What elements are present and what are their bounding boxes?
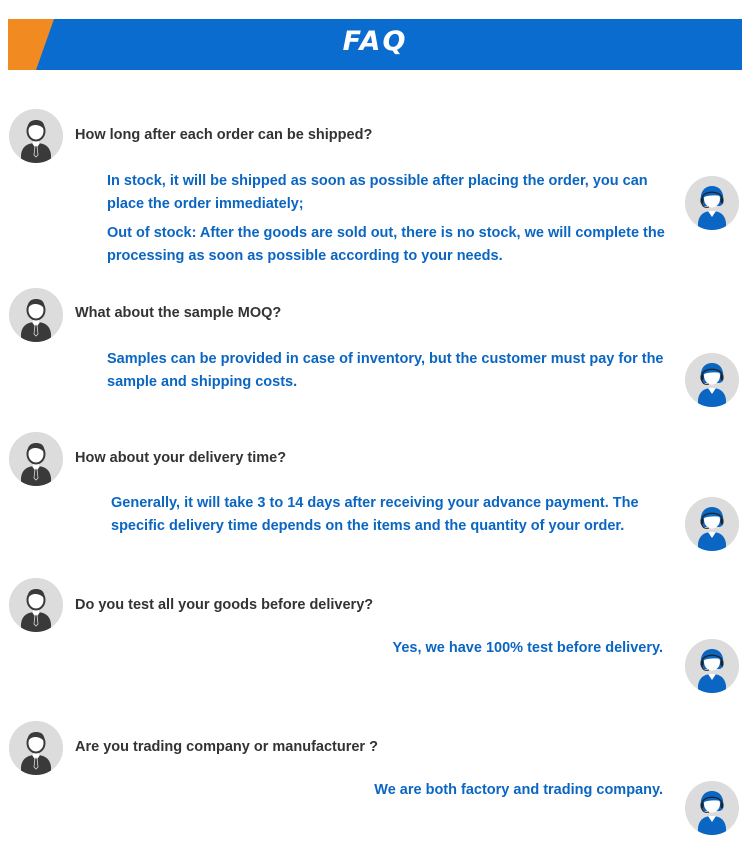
faq-answer-5 <box>374 779 663 802</box>
answer-line: In stock, it will be shipped as soon as possible after placing the order, you can place the order immediately; <box>107 173 648 212</box>
faq-answer-2 <box>107 348 677 393</box>
asker-avatar-icon <box>9 288 63 342</box>
support-agent-avatar-icon <box>685 639 739 693</box>
faq-answer-1 <box>107 170 677 267</box>
faq-banner <box>8 19 742 70</box>
asker-avatar-icon <box>9 432 63 486</box>
answer-line: Yes, we have 100% test before delivery. <box>392 640 663 656</box>
faq-question-1: How long after each order can be shipped? <box>75 127 373 143</box>
asker-avatar-icon <box>9 109 63 163</box>
answer-line: Generally, it will take 3 to 14 days after receiving your advance payment. The specific delivery time depends on the items and the quantity of your order. <box>111 495 639 534</box>
answer-line: Samples can be provided in case of inventory, but the customer must pay for the sample and shipping costs. <box>107 351 664 390</box>
answer-line: Out of stock: After the goods are sold out, there is no stock, we will complete the processing as soon as possible according to your needs. <box>107 225 665 264</box>
asker-avatar-icon <box>9 578 63 632</box>
support-agent-avatar-icon <box>685 176 739 230</box>
faq-answer-4 <box>392 637 663 660</box>
faq-question-4: Do you test all your goods before delivery? <box>75 597 374 613</box>
asker-avatar-icon <box>9 721 63 775</box>
support-agent-avatar-icon <box>685 497 739 551</box>
faq-answer-3 <box>111 492 677 537</box>
support-agent-avatar-icon <box>685 353 739 407</box>
page-title: FAQ <box>342 26 408 57</box>
faq-question-2: What about the sample MOQ? <box>75 305 282 321</box>
faq-question-5: Are you trading company or manufacturer ? <box>75 739 378 755</box>
answer-line: We are both factory and trading company. <box>374 782 663 798</box>
support-agent-avatar-icon <box>685 781 739 835</box>
faq-question-3: How about your delivery time? <box>75 450 287 466</box>
